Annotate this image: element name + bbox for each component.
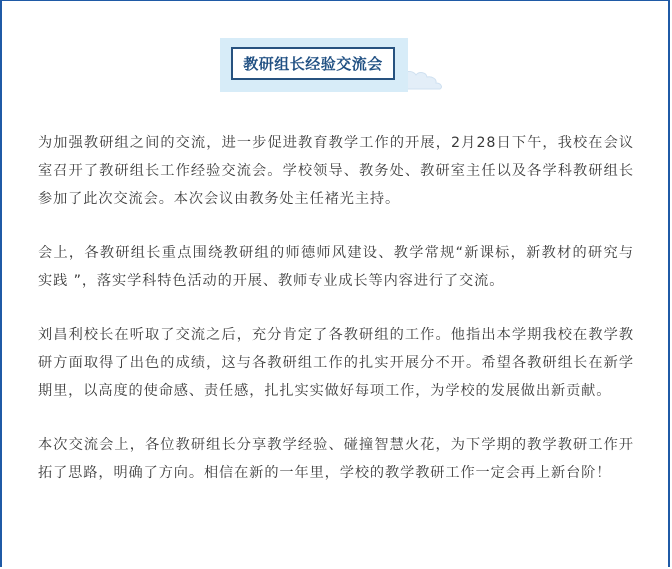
paragraph-1: 为加强教研组之间的交流，进一步促进教育教学工作的开展，2月28日下午，我校在会议室召开了教研组长工作经验交流会。学校领导、教务处、教研室主任以及各学科教研组长参加了此次交流会。本次会议由教务处主任褚光主持。 — [38, 135, 634, 207]
paragraph-3: 刘昌利校长在听取了交流之后，充分肯定了各教研组的工作。他指出本学期我校在教学教研方面取得了出色的成绩，这与各教研组工作的扎实开展分不开。希望各教研组长在新学期里，以高度的使命感、责任感，扎扎实实做好每项工作，为学校的发展做出新贡献。 — [38, 327, 634, 399]
paragraph-2: 会上，各教研组长重点围绕教研组的师德师风建设、教学常规“新课标，新教材的研究与实践 ”，落实学科特色活动的开展、教师专业成长等内容进行了交流。 — [38, 245, 634, 289]
title-box — [231, 47, 395, 80]
paragraph-4: 本次交流会上，各位教研组长分享教学经验、碰撞智慧火花，为下学期的教学教研工作开拓了思路，明确了方向。相信在新的一年里，学校的教学教研工作一定会再上新台阶！ — [38, 437, 634, 481]
article-body — [38, 129, 634, 513]
page-title: 教研组长经验交流会 — [243, 55, 383, 73]
title-banner — [220, 38, 408, 92]
